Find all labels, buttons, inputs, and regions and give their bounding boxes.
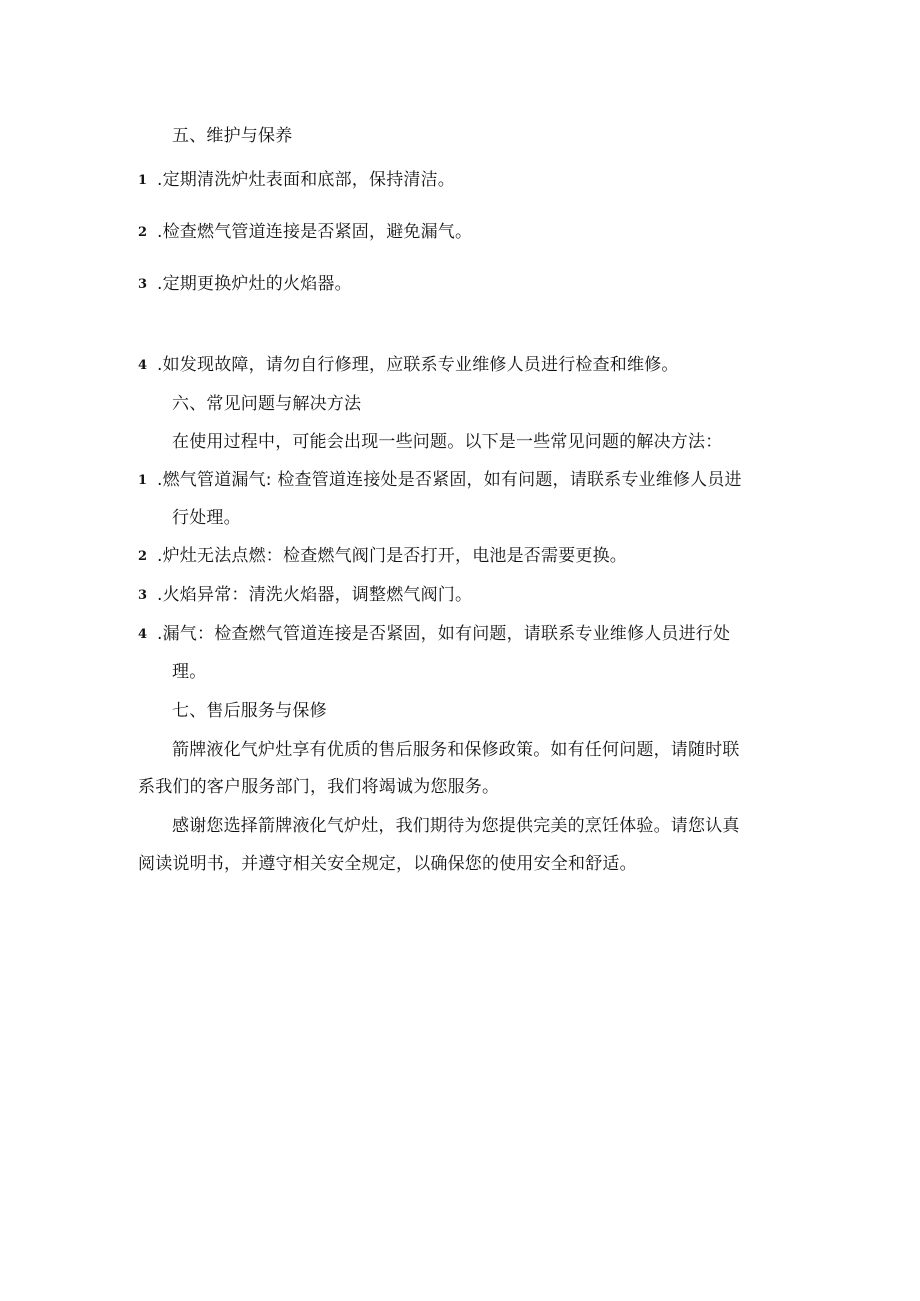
list-item-text: .燃气管道漏气: 检查管道连接处是否紧固，如有问题，请联系专业维修人员进 bbox=[157, 470, 742, 490]
paragraph-line: 系我们的客户服务部门，我们将竭诚为您服务。 bbox=[138, 777, 500, 797]
list-item-text: .如发现故障，请勿自行修理，应联系专业维修人员进行检查和维修。 bbox=[157, 355, 679, 375]
paragraph-line: 感谢您选择箭牌液化气炉灶，我们期待为您提供完美的烹饪体验。请您认真 bbox=[172, 816, 740, 836]
list-item-continuation: 理。 bbox=[172, 662, 207, 682]
section-6-heading: 六、常见问题与解决方法 bbox=[172, 394, 362, 414]
section-6-intro: 在使用过程中，可能会出现一些问题。以下是一些常见问题的解决方法： bbox=[172, 432, 723, 452]
list-item-number: 3 bbox=[138, 588, 148, 603]
list-item-text: .炉灶无法点燃：检查燃气阀门是否打开，电池是否需要更换。 bbox=[157, 546, 628, 566]
list-item-number: 4 bbox=[138, 358, 148, 373]
list-item-text: .漏气：检查燃气管道连接是否紧固，如有问题，请联系专业维修人员进行处 bbox=[157, 624, 731, 644]
section-5-heading: 五、维护与保养 bbox=[172, 126, 293, 146]
list-item-number: 3 bbox=[138, 277, 148, 292]
list-item-continuation: 行处理。 bbox=[172, 508, 241, 528]
list-item-text: .定期更换炉灶的火焰器。 bbox=[157, 274, 352, 294]
list-item-text: .检查燃气管道连接是否紧固，避免漏气。 bbox=[157, 222, 473, 242]
list-item-number: 1 bbox=[138, 173, 148, 188]
section-7-heading: 七、售后服务与保修 bbox=[172, 701, 327, 721]
list-item-number: 2 bbox=[138, 225, 148, 240]
list-item-number: 2 bbox=[138, 549, 148, 564]
list-item-text: .火焰异常：清洗火焰器，调整燃气阀门。 bbox=[157, 585, 473, 605]
list-item-number: 1 bbox=[138, 473, 148, 488]
list-item-number: 4 bbox=[138, 627, 148, 642]
list-item-text: .定期清洗炉灶表面和底部，保持清洁。 bbox=[157, 170, 456, 190]
paragraph-line: 阅读说明书，并遵守相关安全规定，以确保您的使用安全和舒适。 bbox=[138, 854, 637, 874]
paragraph-line: 箭牌液化气炉灶享有优质的售后服务和保修政策。如有任何问题，请随时联 bbox=[172, 740, 740, 760]
